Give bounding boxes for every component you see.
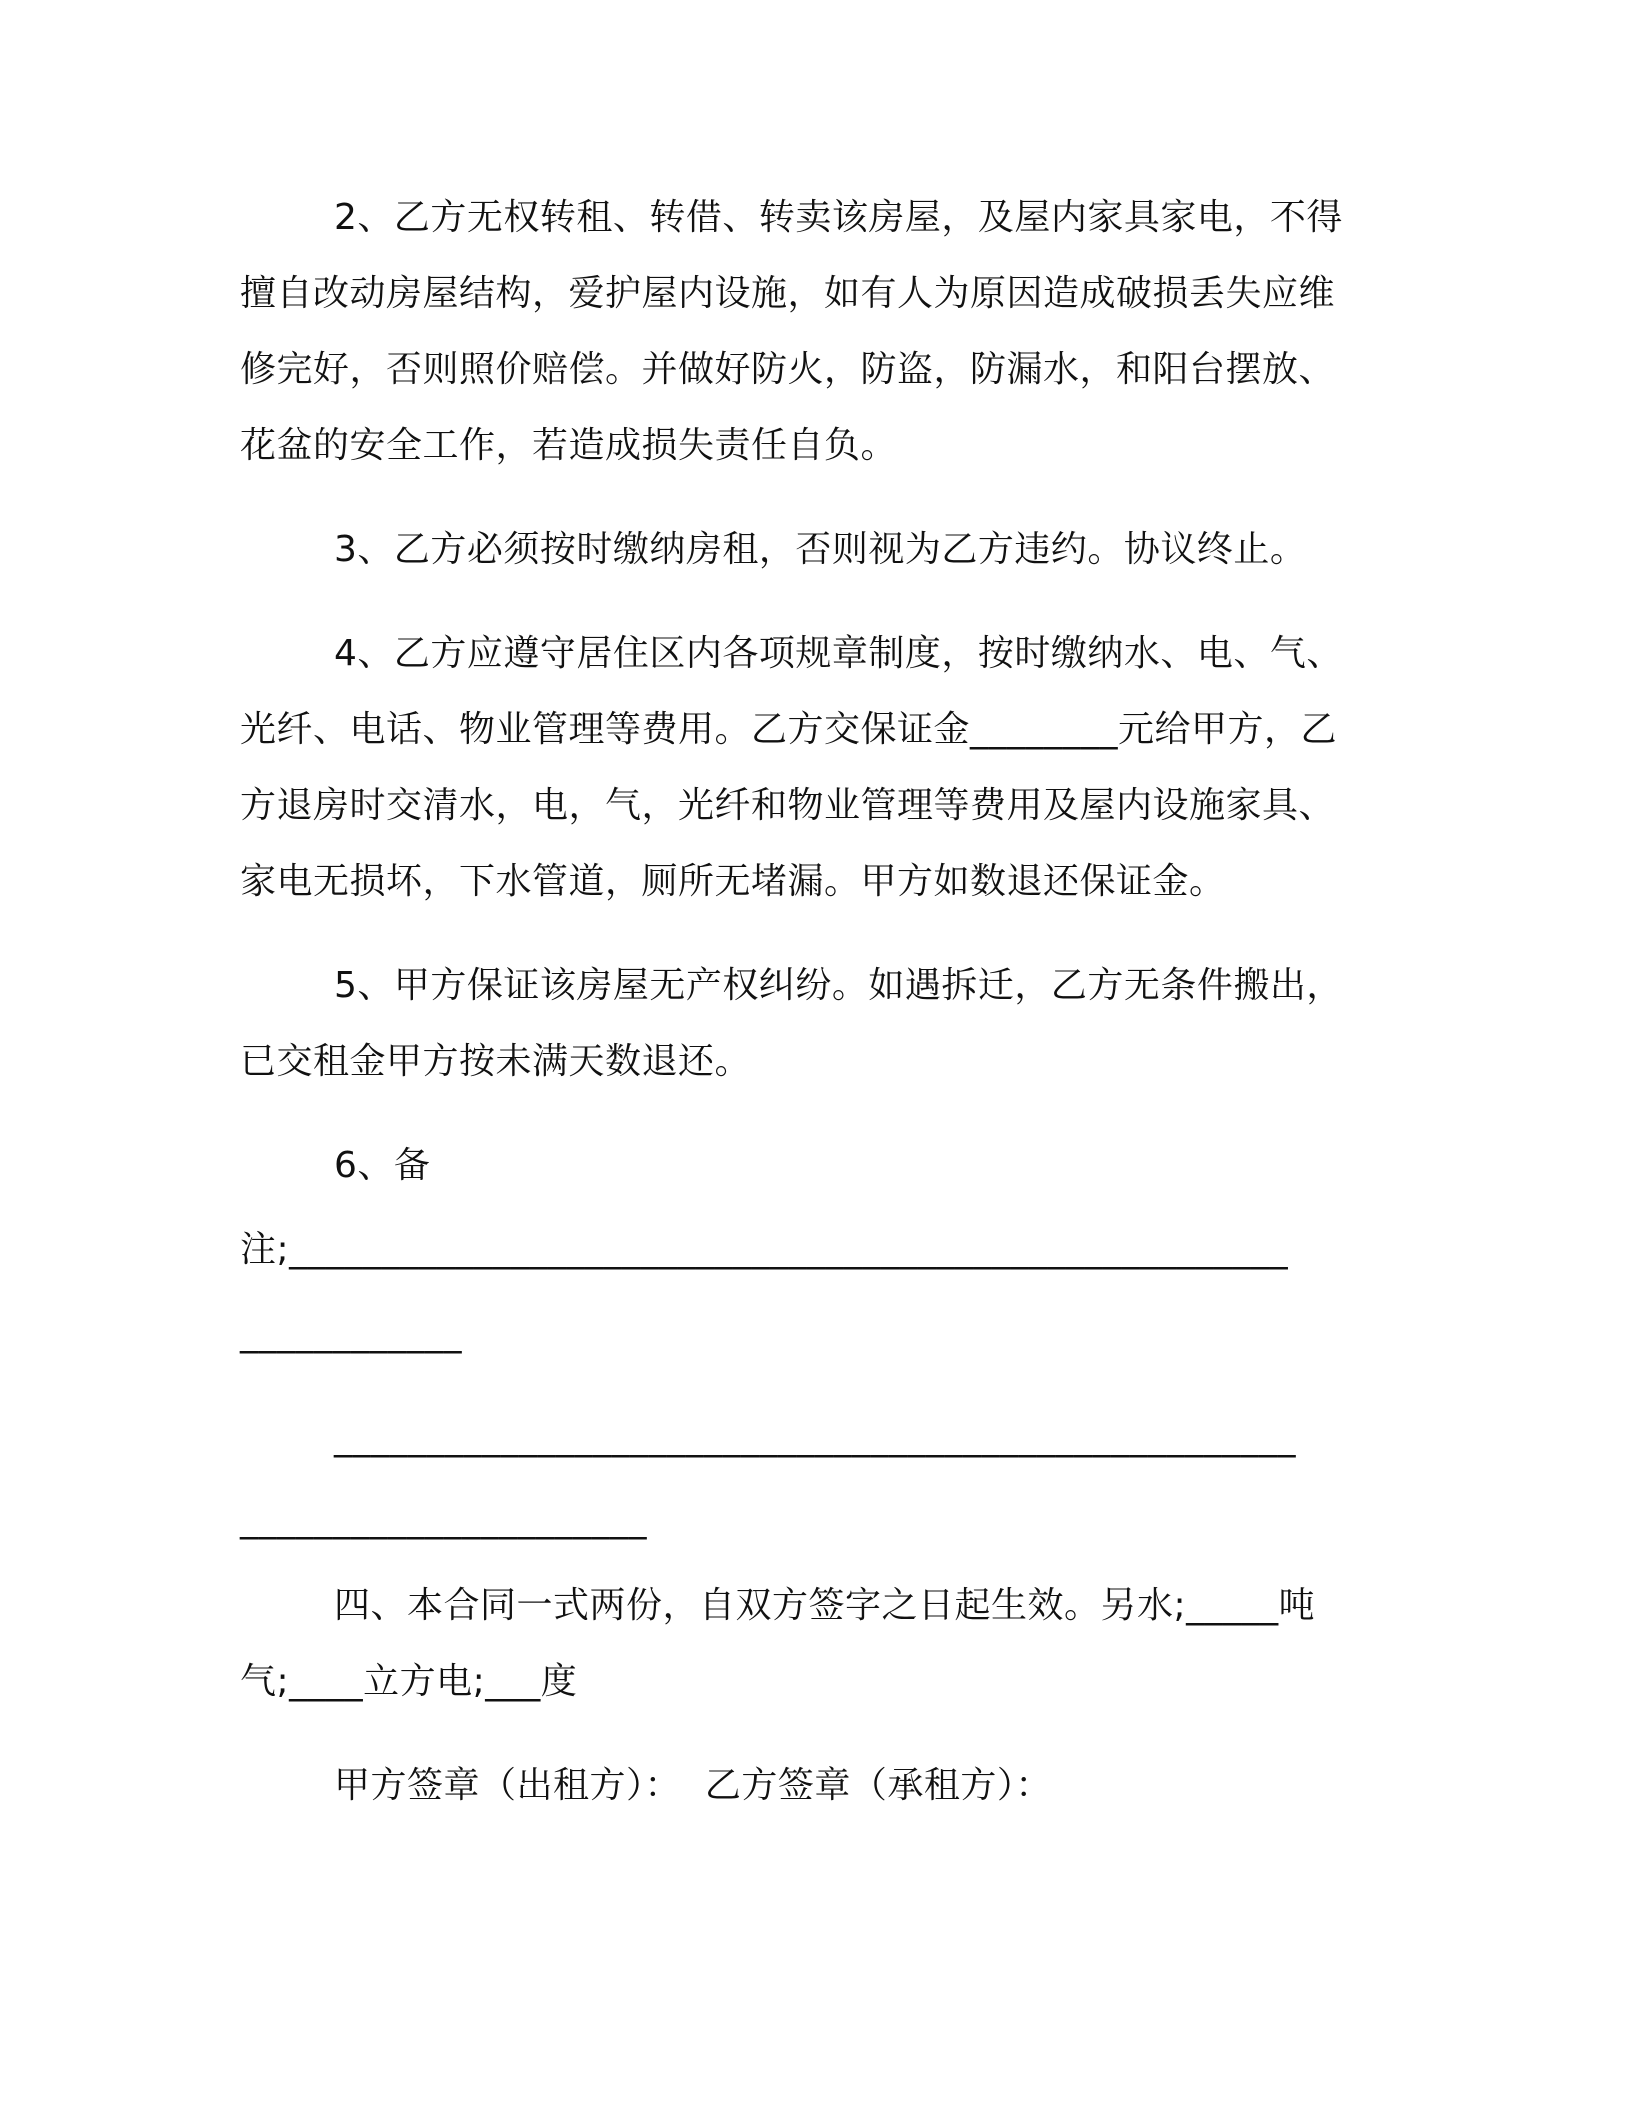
clause4-line-4: 家电无损坏，下水管道，厕所无堵漏。甲方如数退还保证金。 (240, 861, 1226, 902)
clause3-line-1: 3、乙方必须按时缴纳房租，否则视为乙方违约。协议终止。 (334, 529, 1307, 570)
clause6-line-5: ______________________ (240, 1499, 647, 1540)
section4-line-2: 气;____立方电;___度 (240, 1661, 578, 1702)
clause2-line-2: 擅自改动房屋结构，爱护屋内设施，如有人为原因造成破损丢失应维 (240, 273, 1336, 314)
clause5-line-2: 已交租金甲方按未满天数退还。 (240, 1041, 752, 1082)
clause6-line-3: ____________ (240, 1313, 462, 1354)
clause4-line-1: 4、乙方应遵守居住区内各项规章制度，按时缴纳水、电、气、 (334, 633, 1343, 674)
clause2-line-1: 2、乙方无权转租、转借、转卖该房屋，及屋内家具家电，不得 (334, 197, 1343, 238)
signature-line: 甲方签章（出租方）： 乙方签章（承租方）： (334, 1765, 1052, 1806)
clause2-line-4: 花盆的安全工作，若造成损失责任自负。 (240, 425, 898, 466)
clause4-line-2: 光纤、电话、物业管理等费用。乙方交保证金________元给甲方，乙 (240, 709, 1338, 750)
clause6-line-1: 6、备 (334, 1145, 431, 1186)
clause6-line-2: 注;______________________________________________________ (240, 1229, 1289, 1270)
clause4-line-3: 方退房时交清水，电，气，光纤和物业管理等费用及屋内设施家具、 (240, 785, 1336, 826)
clause2-line-3: 修完好，否则照价赔偿。并做好防火，防盗，防漏水，和阳台摆放、 (240, 349, 1336, 390)
clause6-line-4: ____________________________________________________ (334, 1417, 1296, 1458)
clause5-line-1: 5、甲方保证该房屋无产权纠纷。如遇拆迁，乙方无条件搬出， (334, 965, 1343, 1006)
section4-line-1: 四、本合同一式两份，自双方签字之日起生效。另水;_____吨 (334, 1585, 1316, 1626)
